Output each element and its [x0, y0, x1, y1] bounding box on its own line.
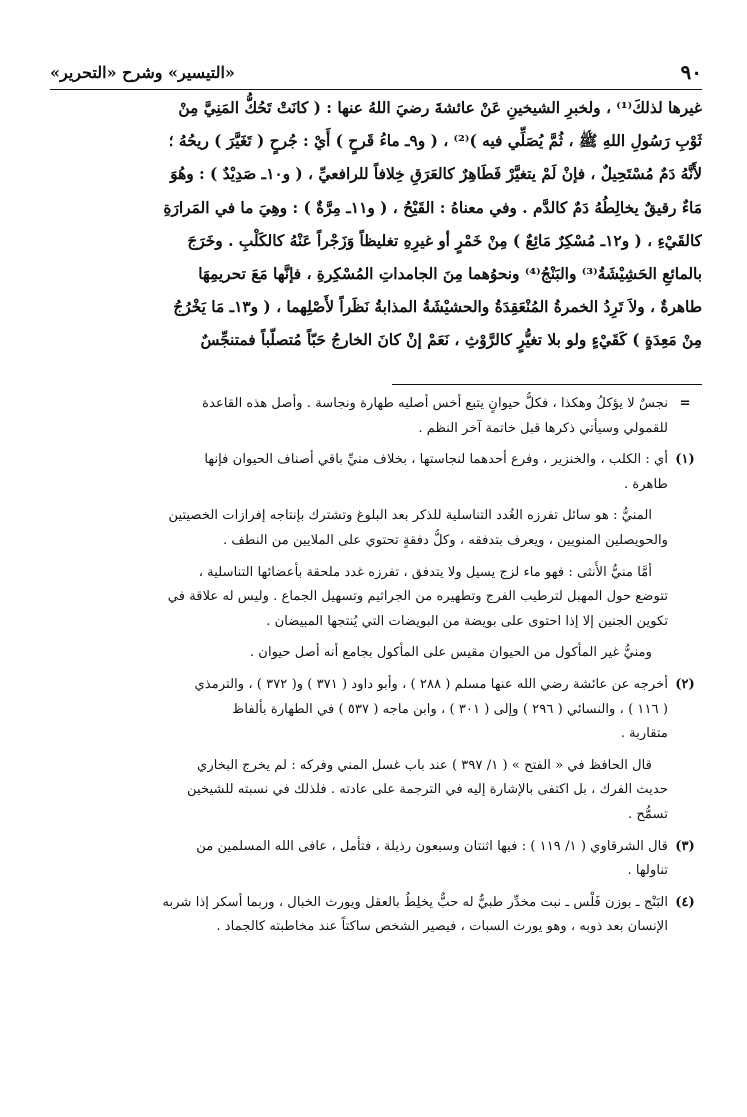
- footnote-line: نجسٌ لا يؤكلُ وهكذا ، فكلُّ حيوانٍ يتبع أخس أصليه طهارة ونجاسة . وأصل هذه القاعدة: [202, 396, 668, 411]
- footnote-separator: [392, 384, 702, 385]
- footnote-line: تسمُّح .: [628, 806, 668, 822]
- footnote-number: (٤): [675, 894, 695, 910]
- footnote-number: (٢): [675, 676, 695, 692]
- footnote-line: ومنيُّ غير المأكول من الحيوان مقيس على المأكول بجامع أنه أصل حيوان .: [249, 645, 652, 661]
- running-title: «التيسير» وشرح «التحرير»: [50, 62, 235, 82]
- main-line: غيرها لذلكَ⁽¹⁾ ، ولخبرِ الشيخينِ عَنْ عائشةَ رضيَ اللهُ عنها : ( كانَتْ تَحُكُّ المَنِيَّ مِنْ: [178, 99, 702, 117]
- continuation-mark: =: [679, 396, 691, 411]
- footnote-line: قال الحافظ في « الفتح » ( ١/ ٣٩٧ ) عند باب غسل المني وفركه : لم يخرج البخاري: [197, 757, 652, 773]
- footnote-1: [50, 448, 702, 497]
- footnote-paragraph: [50, 641, 668, 666]
- footnote-line: تناولها .: [627, 863, 668, 879]
- main-line: كالقَيْءِ ، ( و١٢ـ مُسْكِرٌ مَائِعٌ ) مِنْ خَمْرٍ أو غيرِهِ تغليظاً وَزَجْراً عَنْهُ كالكَلْبِ . وخَرَجَ: [187, 231, 702, 250]
- footnote-line: للقمولي وسيأتي ذكرها قبل خاتمة آخر النظم .: [418, 420, 668, 436]
- main-line: مِنْ مَعِدَةٍ ) كَقَيْءٍ ولو بلا تغيُّرٍ كالرَّوْثِ ، نَعَمْ إنْ كانَ الخارجُ حَبّاً مُتصلّباً فمتنجِّسٌ: [200, 331, 702, 350]
- footnote-3: [50, 835, 702, 884]
- main-line: مَاءٌ رقيقٌ يخالِطُهُ دَمٌ كالدَّم . وفي معناهُ : القَيْحُ ، ( و١١ـ مِرَّةٌ ) : وهِيَ ما في المَرارَةِ: [163, 198, 702, 217]
- footnote-line: تكوين الجنين إلا إذا احتوى على بويضة من البويضات التي يُنتجها المبيضان .: [266, 613, 668, 629]
- footnote-paragraph: [50, 561, 668, 635]
- footnote-line: البَنْج ـ بوزن فَلْس ـ نبت مخدِّر طبيٌّ له حبٌّ يخلِطُ بالعقل ويورث الخبال ، وربما أسكر إذا شربه: [162, 894, 668, 910]
- page-header: [50, 58, 702, 86]
- footnote-line: والحويصلين المنويين ، ويعرف بتدفقه ، وكلُّ دفقةٍ تحتوي على الملايين من النطف .: [223, 532, 668, 548]
- footnote-number: (٣): [675, 838, 695, 854]
- footnote-line: المنيُّ : هو سائل تفرزه الغُدد التناسلية للذكر بعد البلوغ وتشترك بإنتاجه إفرازات الخصيتين: [168, 508, 652, 524]
- main-text: [50, 92, 702, 358]
- footnote-paragraph: [50, 754, 668, 828]
- footnote-line: أمَّا منيُّ الأُنثى : فهو ماء لزج يسيل ولا يتدفق ، تفرزه غدد ملحقة بأعضائها التناسلية ،: [198, 564, 652, 580]
- footnote-line: تتوضع حول المهبل لترطيب الفرج وتطهيره من الجراثيم وتسهيل الجماع . وليس له علاقة في: [167, 589, 668, 605]
- main-line: ثَوْبِ رَسُولِ اللهِ ﷺ ، ثُمَّ يُصَلِّي فيه )⁽²⁾ ، ( و٩ـ ماءُ قَرحٍ ) أَيْ : جُرحٍ ( تَغَيَّرَ ) ريحُهُ ؛: [168, 132, 702, 151]
- footnote-continuation: [50, 392, 702, 441]
- header-rule: [50, 89, 702, 90]
- footnotes-section: [50, 392, 702, 947]
- main-line: لأَنَّهُ دَمٌ مُسْتَحِيلٌ ، فإنْ لَمْ يتغيَّرْ فَطَاهِرٌ كالعَرَقِ خِلافاً للرافعيِّ ، ( و١٠ـ صَدِيْدٌ ) : وهُوَ: [170, 165, 702, 184]
- page-number: ٩٠: [680, 60, 702, 84]
- footnote-number: (١): [675, 452, 695, 468]
- footnote-2: [50, 673, 702, 747]
- footnote-line: أي : الكلب ، والخنزير ، وفرع أحدهما لنجاستها ، بخلاف منيِّ باقي أصناف الحيوان فإنها: [204, 452, 668, 468]
- footnote-4: [50, 891, 702, 940]
- footnote-line: طاهرة .: [623, 476, 668, 492]
- footnote-line: حديث الفرك ، بل اكتفى بالإشارة إليه في الترجمة على عادته . فلذلك في نسبته للشيخين: [187, 782, 668, 798]
- footnote-line: أخرجه عن عائشة رضي الله عنها مسلم ( ٢٨٨ ) ، وأبو داود ( ٣٧١ ) و( ٣٧٢ ) ، والترمذي: [194, 676, 668, 692]
- main-line: بالمائعِ الحَشِيْشَةُ⁽³⁾ والبَنْجُ⁽⁴⁾ ونحوُهما مِنَ الجامداتِ المُسْكِرةِ ، فإنَّها مَعَ تحريمِهَا: [198, 264, 702, 283]
- footnote-line: ( ١١٦ ) ، والنسائي ( ٢٩٦ ) وإلى ( ٣٠١ ) ، وابن ماجه ( ٥٣٧ ) في الطهارة بألفاظ: [232, 701, 668, 717]
- footnote-line: الإنسان بعد ذوبه ، وهو يورث السبات ، فيصير الشخص ساكتاً عند مخاطبته كالجماد .: [216, 919, 668, 935]
- main-line: طاهرةٌ ، ولاَ تَرِدُ الخمرةُ المُنْعَقِدَةُ والحشيْشَةُ المذابةُ نَظَراً لأَصْلِهما ، ( و١٣ـ مَا يَخْرُجُ: [173, 298, 702, 317]
- footnote-line: قال الشرقاوي ( ١/ ١١٩ ) : فيها اثنتان وسبعون رذيلة ، فتأمل ، عافى الله المسلمين من: [196, 838, 668, 854]
- footnote-paragraph: [50, 504, 668, 553]
- footnote-line: متقاربة .: [620, 726, 668, 742]
